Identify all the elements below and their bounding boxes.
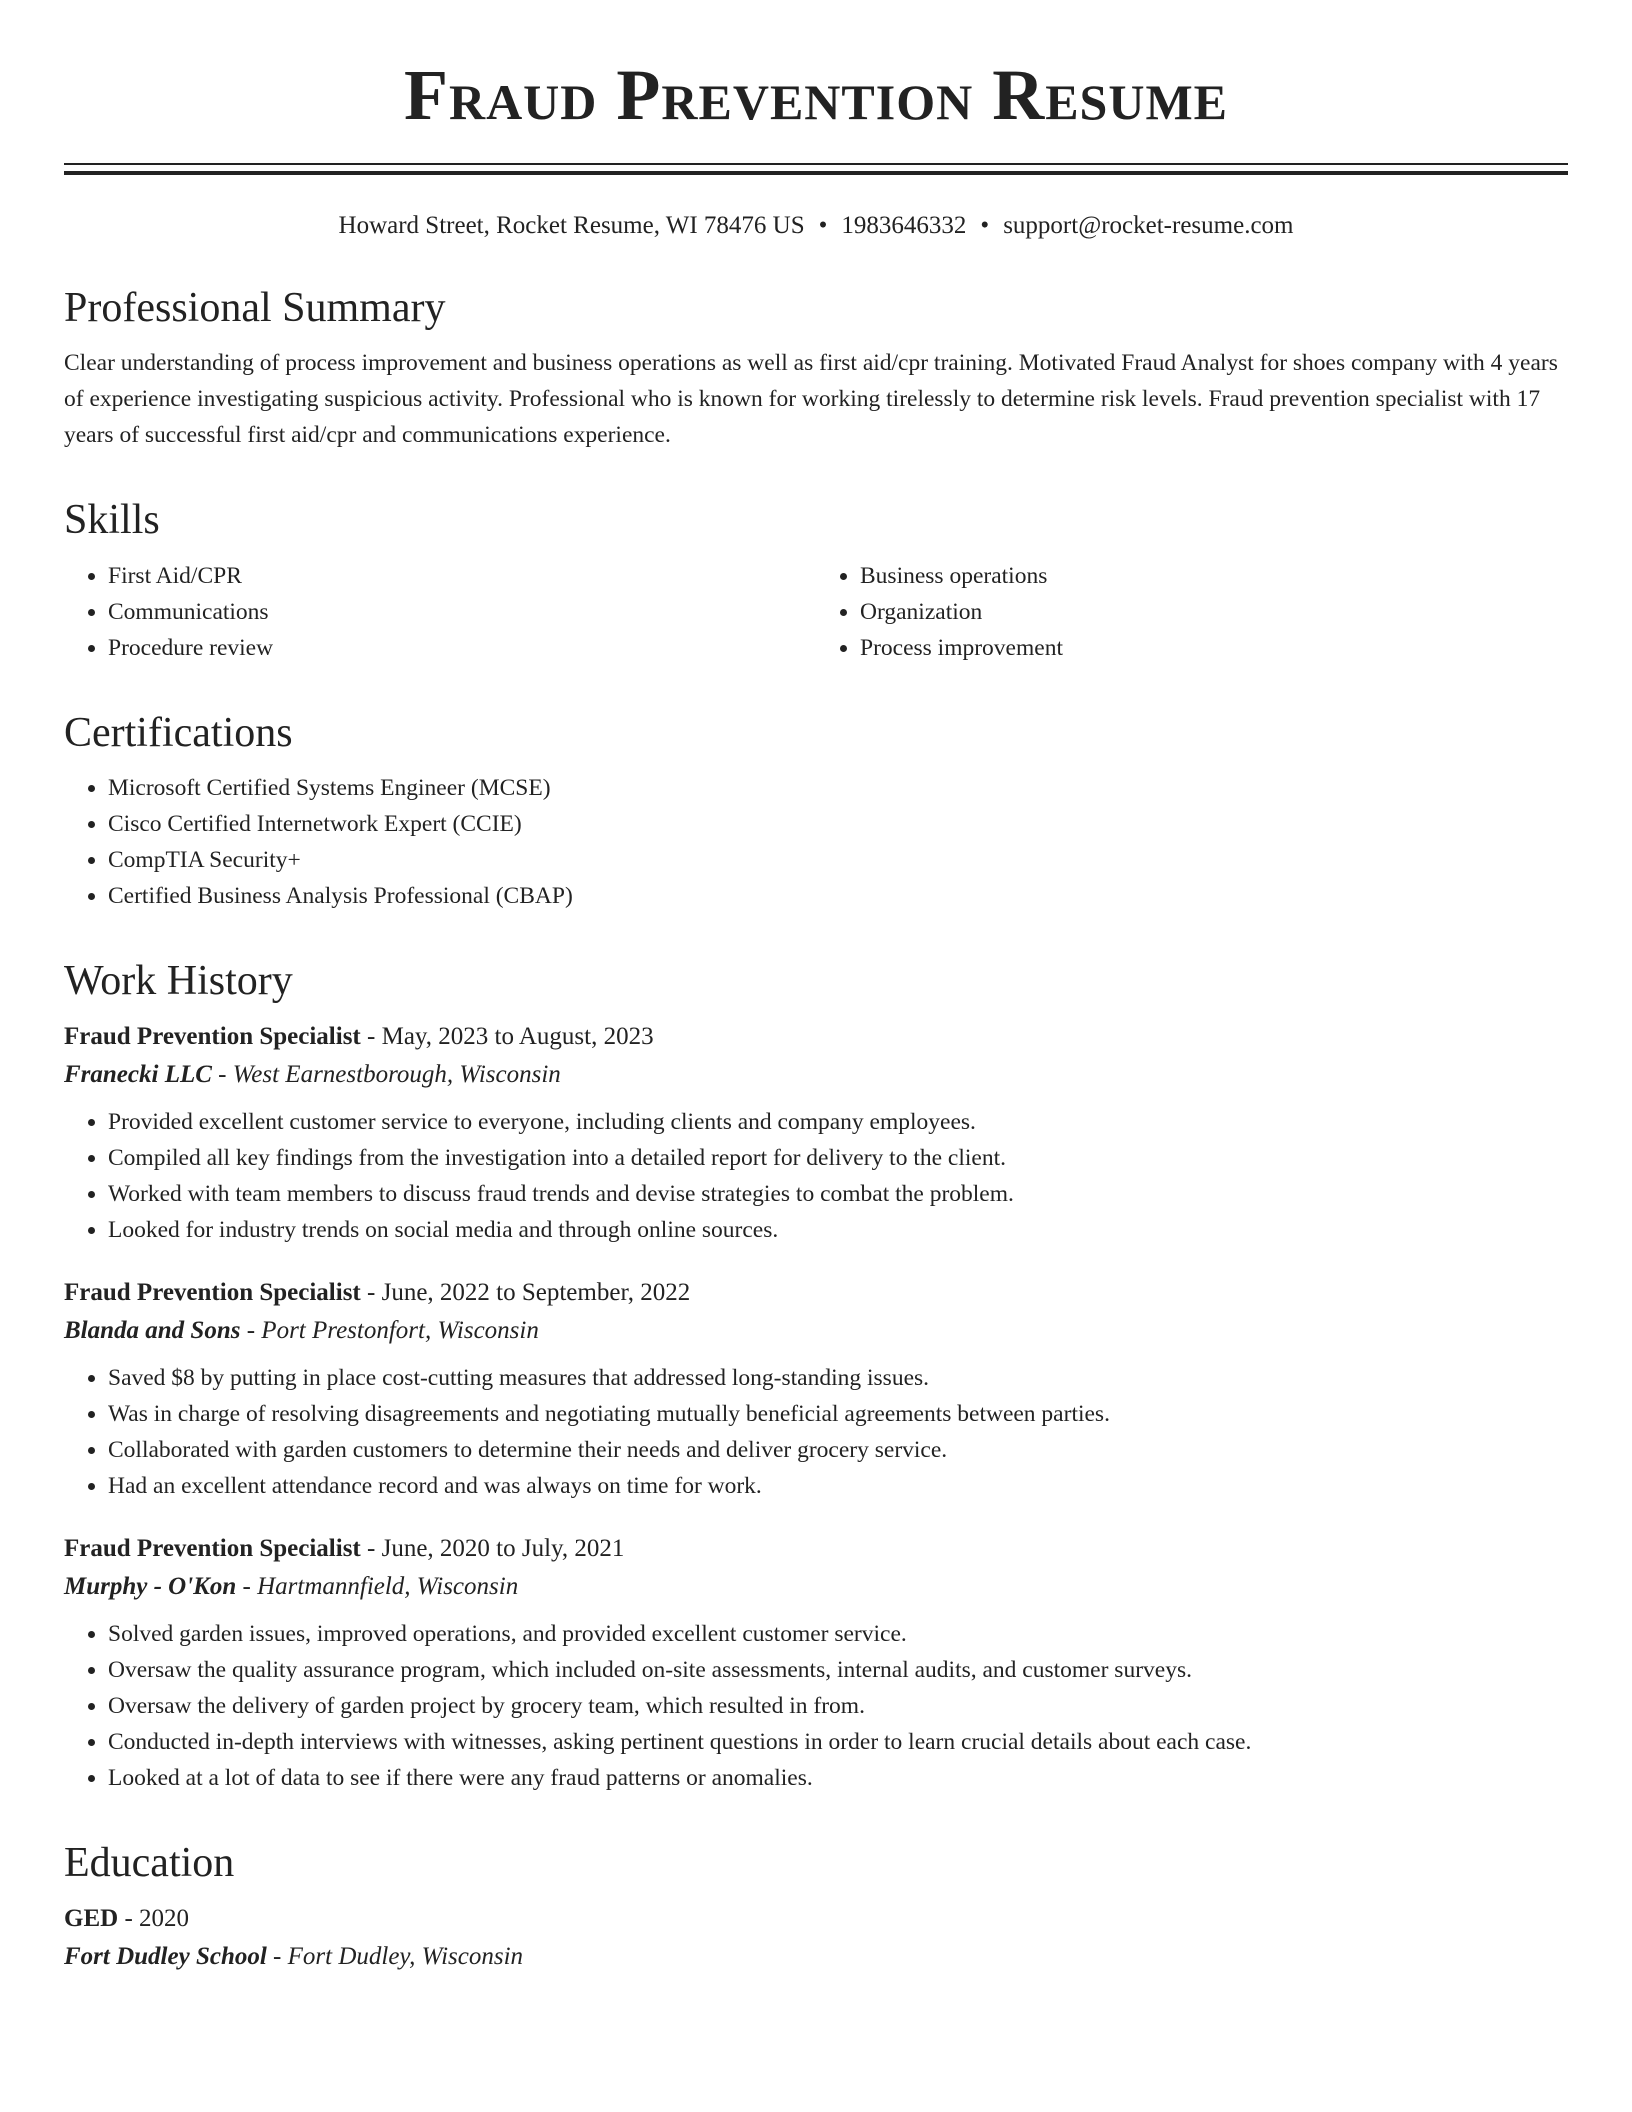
- job-entry: [64, 1530, 1568, 1796]
- job-bullet: • Provided excellent customer service to everyone, including clients and company employees.: [108, 1104, 1568, 1140]
- job-bullets: [64, 1616, 1568, 1796]
- education-degree: GED: [64, 1905, 119, 1933]
- certifications-section: [64, 710, 1568, 914]
- job-bullet: • Was in charge of resolving disagreements and negotiating mutually beneficial agreements between parties.: [108, 1396, 1568, 1432]
- job-bullet: • Conducted in-depth interviews with witnesses, asking pertinent questions in order to learn crucial details about each case.: [108, 1724, 1568, 1760]
- certification-item: • Microsoft Certified Systems Engineer (MCSE): [108, 770, 1568, 806]
- education-degree-line: GED - 2020: [64, 1905, 190, 1933]
- resume-title: Fraud Prevention Resume: [403, 55, 1229, 135]
- contact-separator: •: [980, 212, 990, 240]
- job-dates: June, 2022 to September, 2022: [381, 1278, 691, 1306]
- skill-item: • Organization: [860, 594, 1568, 630]
- skill-item: • Procedure review: [108, 630, 816, 666]
- job-dates: May, 2023 to August, 2023: [381, 1022, 654, 1050]
- job-company: Blanda and Sons: [64, 1316, 241, 1344]
- job-entry: [64, 1018, 1568, 1248]
- skill-item: • Communications: [108, 594, 816, 630]
- job-company-line: Blanda and Sons - Port Prestonfort, Wisconsin: [64, 1316, 539, 1344]
- job-company-line: Franecki LLC - West Earnestborough, Wisconsin: [64, 1060, 561, 1088]
- skills-list-left: [64, 558, 816, 666]
- certification-item: • Cisco Certified Internetwork Expert (CCIE): [108, 806, 1568, 842]
- job-bullets: [64, 1360, 1568, 1504]
- job-entry: [64, 1274, 1568, 1504]
- certifications-heading: Certifications: [64, 709, 293, 756]
- contact-address: Howard Street, Rocket Resume, WI 78476 US: [338, 212, 805, 240]
- contact-separator: •: [818, 212, 828, 240]
- summary-text: Clear understanding of process improvement and business operations as well as first aid/cpr training. Motivated Fraud Analyst for shoes company with 4 years of experience investigating suspicious activity. Professional who is known for working tirelessly to determine risk levels. Fraud prevention specialist with 17 years of successful first aid/cpr and communications experience.: [64, 350, 1558, 449]
- education-section: [64, 1840, 1568, 1976]
- job-title: Fraud Prevention Specialist: [64, 1022, 361, 1050]
- job-title-line: Fraud Prevention Specialist - June, 2020 to July, 2021: [64, 1534, 625, 1562]
- certification-item: • Certified Business Analysis Professional (CBAP): [108, 878, 1568, 914]
- certification-item: • CompTIA Security+: [108, 842, 1568, 878]
- skill-item: • Business operations: [860, 558, 1568, 594]
- job-location: West Earnestborough, Wisconsin: [232, 1060, 561, 1088]
- skills-list-right: [816, 558, 1568, 666]
- certifications-list: [64, 770, 1568, 914]
- education-heading: Education: [64, 1839, 235, 1886]
- job-company: Murphy - O'Kon: [64, 1572, 237, 1600]
- education-school-line: Fort Dudley School - Fort Dudley, Wisconsin: [64, 1943, 524, 1971]
- skill-item: • First Aid/CPR: [108, 558, 816, 594]
- job-title: Fraud Prevention Specialist: [64, 1534, 361, 1562]
- skills-columns: [64, 558, 1568, 666]
- job-bullet: • Looked at a lot of data to see if there were any fraud patterns or anomalies.: [108, 1760, 1568, 1796]
- job-location: Hartmannfield, Wisconsin: [257, 1572, 519, 1600]
- skills-heading: Skills: [64, 497, 160, 544]
- job-bullet: • Collaborated with garden customers to determine their needs and deliver grocery service.: [108, 1432, 1568, 1468]
- job-bullet: • Oversaw the quality assurance program, which included on-site assessments, internal audits, and customer surveys.: [108, 1652, 1568, 1688]
- job-bullets: [64, 1104, 1568, 1248]
- job-title-line: Fraud Prevention Specialist - June, 2022 to September, 2022: [64, 1278, 691, 1306]
- job-bullet: • Oversaw the delivery of garden project by grocery team, which resulted in from.: [108, 1688, 1568, 1724]
- skill-item: • Process improvement: [860, 630, 1568, 666]
- job-bullet: • Solved garden issues, improved operations, and provided excellent customer service.: [108, 1616, 1568, 1652]
- job-bullet: • Looked for industry trends on social media and through online sources.: [108, 1212, 1568, 1248]
- job-bullet: • Saved $8 by putting in place cost-cutting measures that addressed long-standing issues.: [108, 1360, 1568, 1396]
- contact-line: [64, 211, 1568, 241]
- work-history-heading: Work History: [64, 957, 293, 1004]
- skills-section: [64, 497, 1568, 665]
- job-title: Fraud Prevention Specialist: [64, 1278, 361, 1306]
- summary-section: [64, 285, 1568, 453]
- job-title-line: Fraud Prevention Specialist - May, 2023 to August, 2023: [64, 1022, 654, 1050]
- contact-phone: 1983646332: [841, 212, 967, 240]
- education-school: Fort Dudley School: [64, 1943, 267, 1971]
- title-rule-thin: [64, 163, 1568, 165]
- work-history-section: [64, 958, 1568, 1796]
- job-bullet: • Worked with team members to discuss fraud trends and devise strategies to combat the problem.: [108, 1176, 1568, 1212]
- title-rule-thick: [64, 171, 1568, 175]
- job-company: Franecki LLC: [64, 1060, 212, 1088]
- contact-email: support@rocket-resume.com: [1003, 212, 1294, 240]
- job-company-line: Murphy - O'Kon - Hartmannfield, Wisconsin: [64, 1572, 519, 1600]
- education-location: Fort Dudley, Wisconsin: [287, 1943, 524, 1971]
- education-year: 2020: [139, 1905, 190, 1933]
- job-bullet: • Had an excellent attendance record and was always on time for work.: [108, 1468, 1568, 1504]
- job-bullet: • Compiled all key findings from the investigation into a detailed report for delivery to the client.: [108, 1140, 1568, 1176]
- job-dates: June, 2020 to July, 2021: [381, 1534, 625, 1562]
- job-location: Port Prestonfort, Wisconsin: [261, 1316, 539, 1344]
- summary-heading: Professional Summary: [64, 285, 446, 332]
